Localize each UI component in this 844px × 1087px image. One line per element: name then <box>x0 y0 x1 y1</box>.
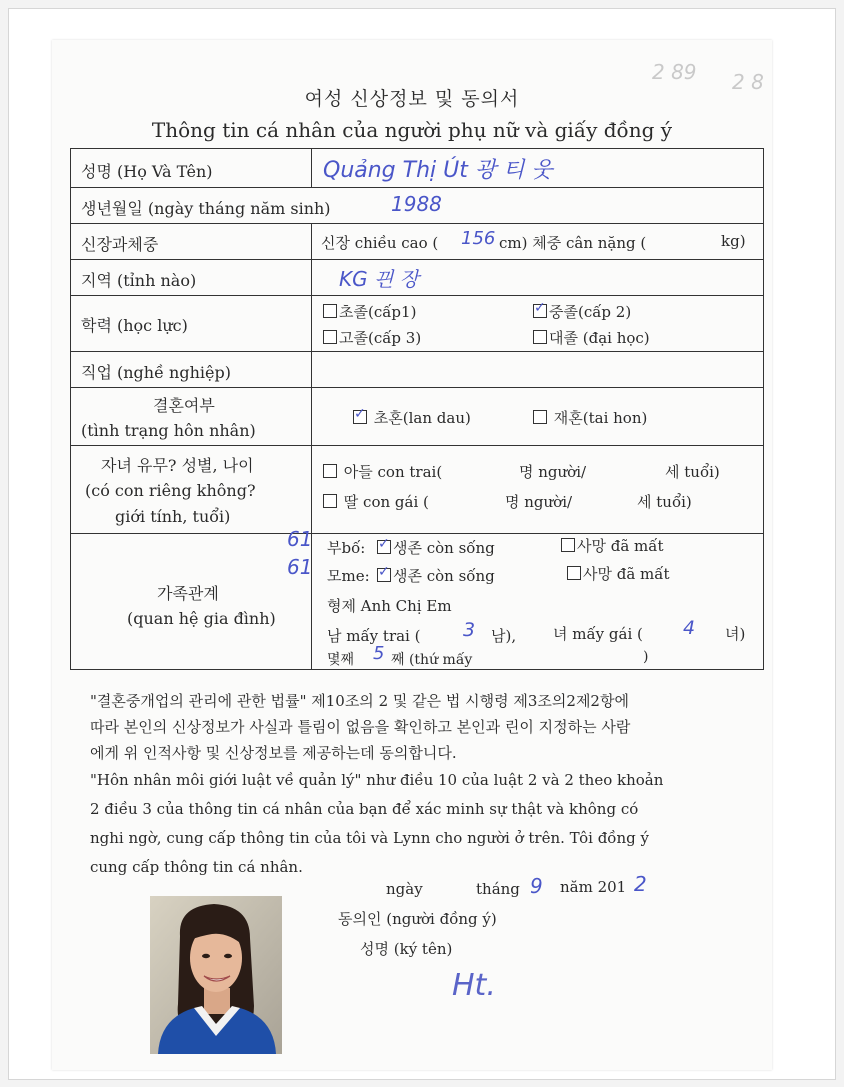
label-education: 학력 (học lực) <box>81 316 188 335</box>
label-height-weight: 신장과체중 <box>81 235 159 254</box>
consent-vi-line: "Hôn nhân môi giới luật về quản lý" như điều 10 của luật 2 và 2 theo khoản <box>90 771 664 789</box>
son-count-unit: 명 người/ <box>519 463 587 481</box>
checkbox-university[interactable] <box>533 330 547 344</box>
value-region: KG 끤 장 <box>339 267 419 291</box>
sisters-value: 4 <box>683 617 696 639</box>
row-name <box>71 149 763 188</box>
consent-ko-line: "결혼중개업의 관리에 관한 법률" 제10조의 2 및 같은 법 시행령 제3조의2제2항에 <box>90 692 629 710</box>
pencil-mark: 2 8 <box>732 70 764 94</box>
title-korean: 여성 신상정보 및 동의서 <box>304 88 520 110</box>
consent-ko-line: 따라 본인의 신상정보가 사실과 틀림이 없음을 확인하고 본인과 린이 지정하는 사람 <box>90 718 631 736</box>
option-first-marriage[interactable]: ✓ 초혼(lan dau) <box>353 407 471 428</box>
consent-vi-line: cung cấp thông tin cá nhân. <box>90 858 303 876</box>
value-name: Quảng Thị Út 광 티 웃 <box>323 158 553 183</box>
applicant-photo <box>150 896 282 1054</box>
label-marital-ko: 결혼여부 <box>153 396 215 415</box>
checkbox-daughter[interactable] <box>323 494 337 508</box>
row-marital <box>71 387 763 446</box>
signature: Ht. <box>452 968 496 1003</box>
father-deceased-option[interactable]: 사망 đã mất <box>561 535 664 556</box>
pencil-mark: 2 89 <box>652 60 697 84</box>
row-family <box>71 527 763 669</box>
mother-deceased-option[interactable]: 사망 đã mất <box>567 563 670 584</box>
checkbox-high[interactable] <box>323 330 337 344</box>
order-label: 몇째 <box>327 652 355 668</box>
son-age-unit: 세 tuổi) <box>665 463 720 481</box>
label-name: 성명 (Họ Và Tên) <box>81 162 213 181</box>
sisters-unit: 녀) <box>725 625 746 643</box>
siblings-label: 형제 Anh Chị Em <box>327 597 452 615</box>
father-label: 부bố: <box>327 539 366 557</box>
father-age: 61 <box>287 527 313 551</box>
option-elementary[interactable]: 초졸(cấp1) <box>323 301 416 322</box>
label-marital-vi: (tình trạng hôn nhân) <box>81 421 256 440</box>
label-birth: 생년월일 (ngày tháng năm sinh) <box>81 199 331 218</box>
mother-alive-option[interactable]: ✓ 생존 còn sống <box>377 565 495 586</box>
row-children <box>71 445 763 534</box>
option-son[interactable]: 아들 con trai( <box>323 461 442 482</box>
date-year-label: năm 201 <box>560 878 627 896</box>
label-family-ko: 가족관계 <box>157 584 219 603</box>
option-daughter[interactable]: 딸 con gái ( <box>323 491 429 512</box>
row-height-weight <box>71 223 763 260</box>
date-month-label: tháng <box>476 880 520 898</box>
checkbox-elementary[interactable] <box>323 304 337 318</box>
value-height: 156 <box>461 228 496 249</box>
consent-korean <box>90 688 770 766</box>
checkbox-first-marriage-checked[interactable] <box>353 410 367 424</box>
checkbox-middle-checked[interactable] <box>533 304 547 318</box>
mother-label: 모me: <box>327 567 370 585</box>
order-value: 5 <box>373 643 385 664</box>
height-prefix: 신장 chiều cao ( <box>321 234 439 252</box>
mother-age: 61 <box>287 555 313 579</box>
checkbox-son[interactable] <box>323 464 337 478</box>
brothers-label: 남 mấy trai ( <box>327 627 421 645</box>
checkbox-remarriage[interactable] <box>533 410 547 424</box>
brothers-value: 3 <box>463 619 476 641</box>
option-university[interactable]: 대졸 (đại học) <box>533 327 650 348</box>
daughter-age-unit: 세 tuổi) <box>637 493 692 511</box>
info-table <box>70 148 764 670</box>
date-year-value: 2 <box>634 872 647 896</box>
checkbox-father-alive-checked[interactable] <box>377 540 391 554</box>
checkbox-mother-deceased[interactable] <box>567 566 581 580</box>
label-children-1: 자녀 유무? 성별, 나이 <box>101 456 254 475</box>
title-vietnamese: Thông tin cá nhân của người phụ nữ và giấy đồng ý <box>151 118 673 142</box>
consent-vi-line: 2 điều 3 của thông tin cá nhân của bạn để xác minh sự thật và không có <box>90 800 639 818</box>
brothers-unit: 남), <box>491 627 517 645</box>
sisters-label: 녀 mấy gái ( <box>553 625 643 643</box>
weight-suffix: kg) <box>721 232 746 250</box>
row-education <box>71 295 763 352</box>
signature-label: 성명 (ký tên) <box>360 940 453 958</box>
signer-label: 동의인 (người đồng ý) <box>338 910 497 928</box>
row-birth <box>71 187 763 224</box>
date-day-label: ngày <box>386 880 423 898</box>
order-unit: 째 (thứ mấy <box>391 652 473 668</box>
label-family-vi: (quan hệ gia đình) <box>127 609 276 628</box>
consent-vietnamese <box>90 766 770 882</box>
portrait-image <box>150 896 282 1054</box>
label-children-3: giới tính, tuổi) <box>115 507 231 526</box>
option-high[interactable]: 고졸(cấp 3) <box>323 327 421 348</box>
label-region: 지역 (tỉnh nào) <box>81 271 197 290</box>
row-region <box>71 259 763 296</box>
option-middle[interactable]: ✓ 중졸(cấp 2) <box>533 301 631 322</box>
label-children-2: (có con riêng không? <box>85 481 256 500</box>
height-suffix: cm) 체중 cân nặng ( <box>499 234 647 252</box>
order-close: ) <box>643 649 649 665</box>
consent-ko-line: 에게 위 인적사항 및 신상정보를 제공하는데 동의합니다. <box>90 744 457 762</box>
label-occupation: 직업 (nghề nghiệp) <box>81 363 231 382</box>
value-birth: 1988 <box>391 192 442 216</box>
father-alive-option[interactable]: ✓ 생존 còn sống <box>377 537 495 558</box>
checkbox-father-deceased[interactable] <box>561 538 575 552</box>
row-occupation <box>71 351 763 388</box>
daughter-count-unit: 명 người/ <box>505 493 573 511</box>
date-month-value: 9 <box>530 874 543 898</box>
option-remarriage[interactable]: 재혼(tai hon) <box>533 407 647 428</box>
consent-vi-line: nghi ngờ, cung cấp thông tin của tôi và Lynn cho người ở trên. Tôi đồng ý <box>90 829 649 847</box>
checkbox-mother-alive-checked[interactable] <box>377 568 391 582</box>
